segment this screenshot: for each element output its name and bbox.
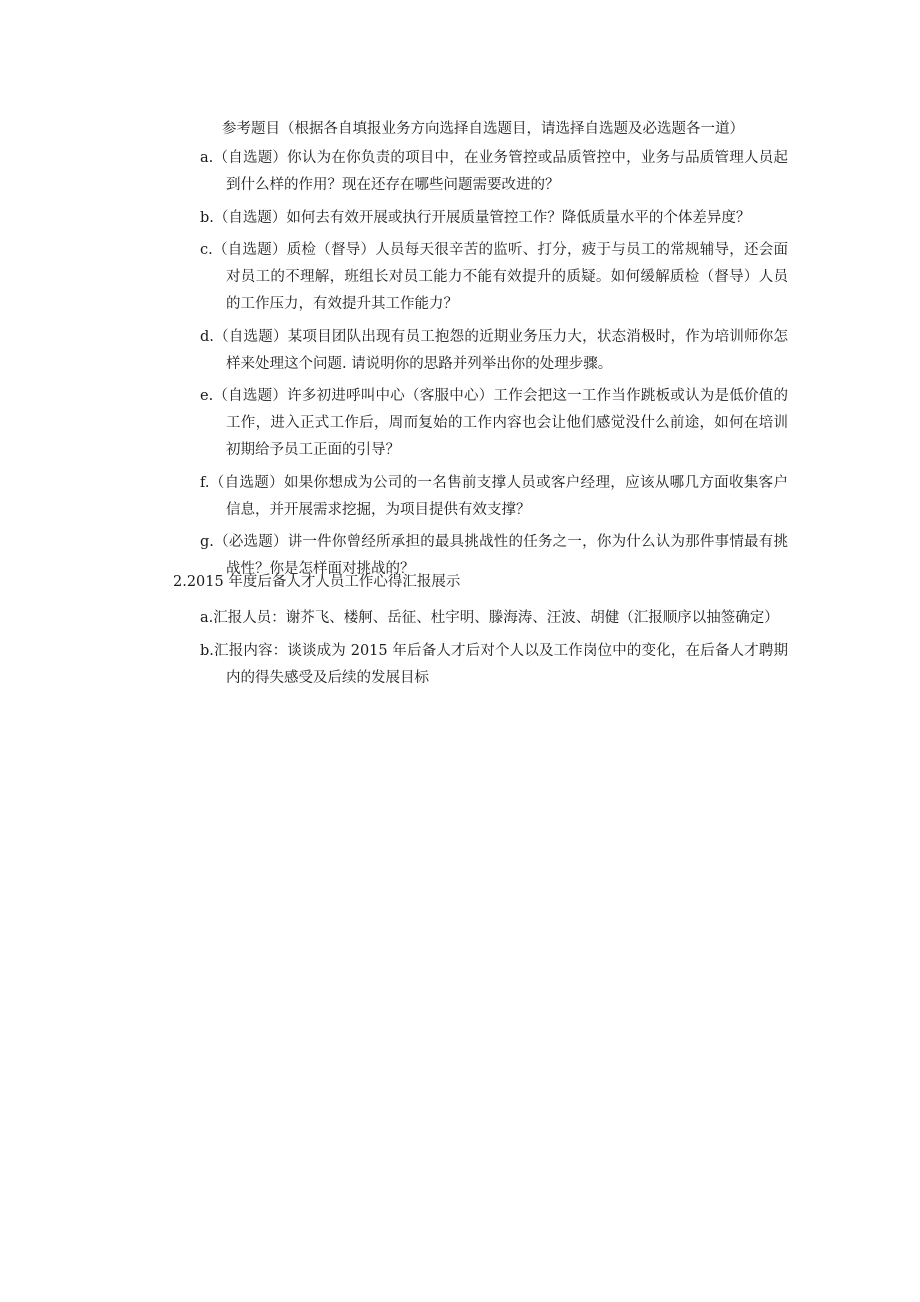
report-presenters-item: a.汇报人员：谢芥飞、楼舸、岳征、杜宇明、滕海涛、汪波、胡健（汇报顺序以抽签确定） xyxy=(200,610,779,626)
question-item-b: b.（自选题）如何去有效开展或执行开展质量管控工作？降低质量水平的个体差异度？ xyxy=(200,209,751,226)
reference-topics-intro: 参考题目（根据各自填报业务方向选择自选题目，请选择自选题及必选题各一道） xyxy=(222,121,744,137)
report-content-item: b.汇报内容：谈谈成为 2015 年后备人才后对个人以及工作岗位中的变化，在后备人才聘期内的得失感受及后续的发展目标 xyxy=(200,643,788,686)
question-item-c: c.（自选题）质检（督导）人员每天很辛苦的监听、打分，疲于与员工的常规辅导，还会面对员工的不理解，班组长对员工能力不能有效提升的质疑。如何缓解质检（督导）人员的工作压力，有效提升其工作能力？ xyxy=(200,242,788,312)
report-list xyxy=(200,605,788,698)
question-item-e: e.（自选题）许多初进呼叫中心（客服中心）工作会把这一工作当作跳板或认为是低价值的工作，进入正式工作后，周而复始的工作内容也会让他们感觉没什么前途，如何在培训初期给予员工正面的引导？ xyxy=(200,388,788,458)
question-item-f: f.（自选题）如果你想成为公司的一名售前支撑人员或客户经理，应该从哪几方面收集客户信息，并开展需求挖掘，为项目提供有效支撑？ xyxy=(200,474,788,518)
question-item-a: a.（自选题）你认为在你负责的项目中，在业务管控或品质管控中，业务与品质管理人员起到什么样的作用？现在还存在哪些问题需要改进的？ xyxy=(200,150,788,193)
question-item-g: g.（必选题）讲一件你曾经所承担的最具挑战性的任务之一，你为什么认为那件事情最有挑战性？你是怎样面对挑战的？ xyxy=(200,534,788,577)
section-2-heading: 2.2015 年度后备人才人员工作心得汇报展示 xyxy=(173,574,461,590)
question-item-d: d.（自选题）某项目团队出现有员工抱怨的近期业务压力大，状态消极时，作为培训师你怎样来处理这个问题. 请说明你的思路并列举出你的处理步骤。 xyxy=(200,328,788,372)
question-list xyxy=(200,145,788,589)
